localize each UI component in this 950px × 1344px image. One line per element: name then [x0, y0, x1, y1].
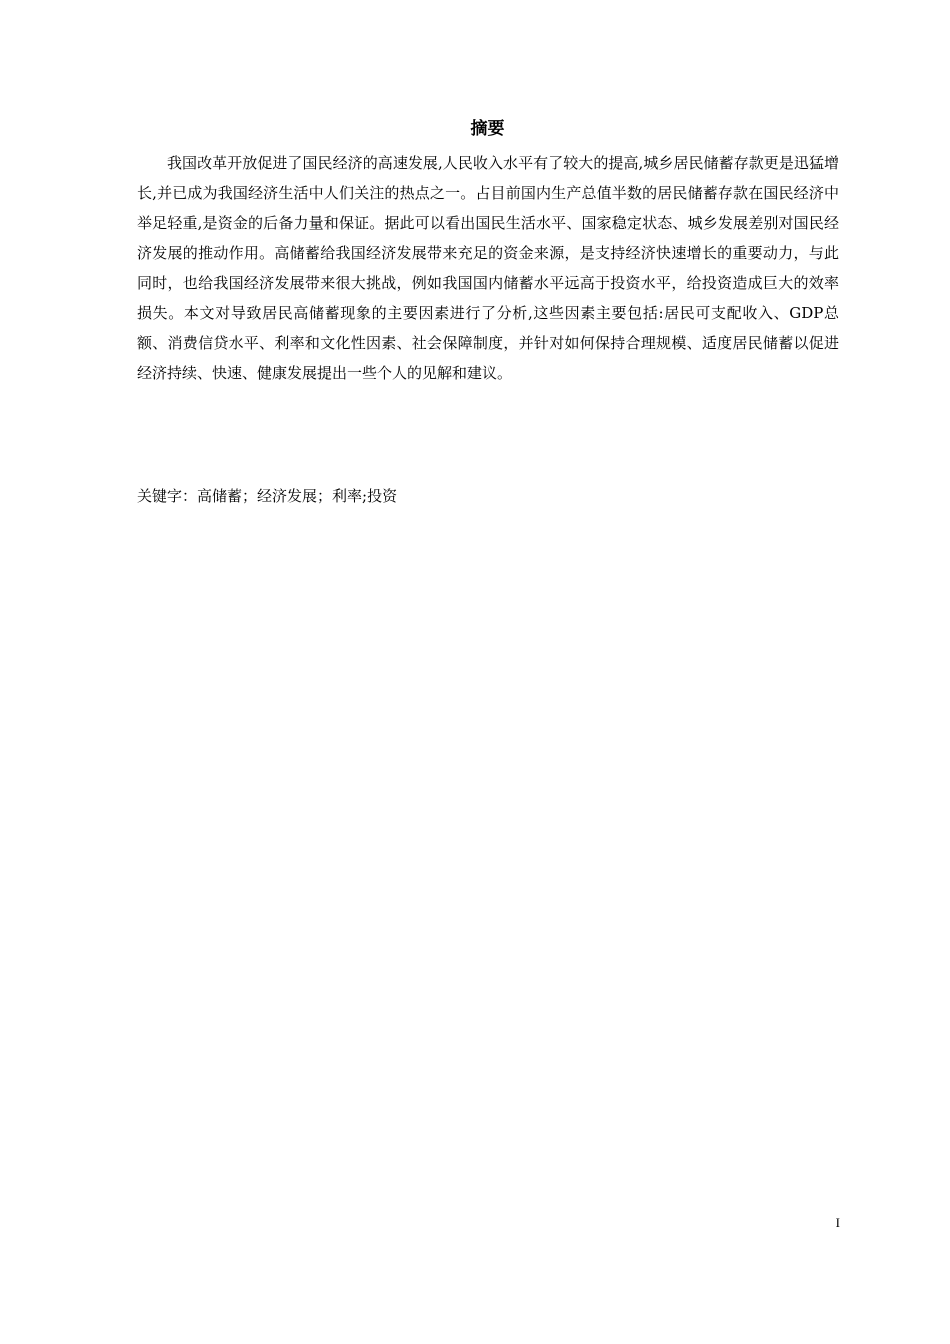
- abstract-paragraph: 我国改革开放促进了国民经济的高速发展,人民收入水平有了较大的提高,城乡居民储蓄存款更是迅猛增长,并已成为我国经济生活中人们关注的热点之一。占目前国内生产总值半数的居民储蓄存款在国民经济中举足轻重,是资金的后备力量和保证。据此可以看出国民生活水平、国家稳定状态、城乡发展差别对国民经济发展的推动作用。高储蓄给我国经济发展带来充足的资金来源，是支持经济快速增长的重要动力，与此同时，也给我国经济发展带来很大挑战，例如我国国内储蓄水平远高于投资水平，给投资造成巨大的效率损失。本文对导致居民高储蓄现象的主要因素进行了分析,这些因素主要包括:居民可支配收入、GDP总额、消费信贷水平、利率和文化性因素、社会保障制度，并针对如何保持合理规模、适度居民储蓄以促进经济持续、快速、健康发展提出一些个人的见解和建议。: [137, 154, 839, 382]
- keywords-text: 高储蓄；经济发展；利率;投资: [197, 487, 398, 505]
- page-number: I: [835, 1215, 840, 1230]
- keywords-label: 关键字：: [137, 487, 198, 505]
- abstract-title: 摘要: [470, 119, 505, 139]
- keywords-line: [137, 483, 839, 509]
